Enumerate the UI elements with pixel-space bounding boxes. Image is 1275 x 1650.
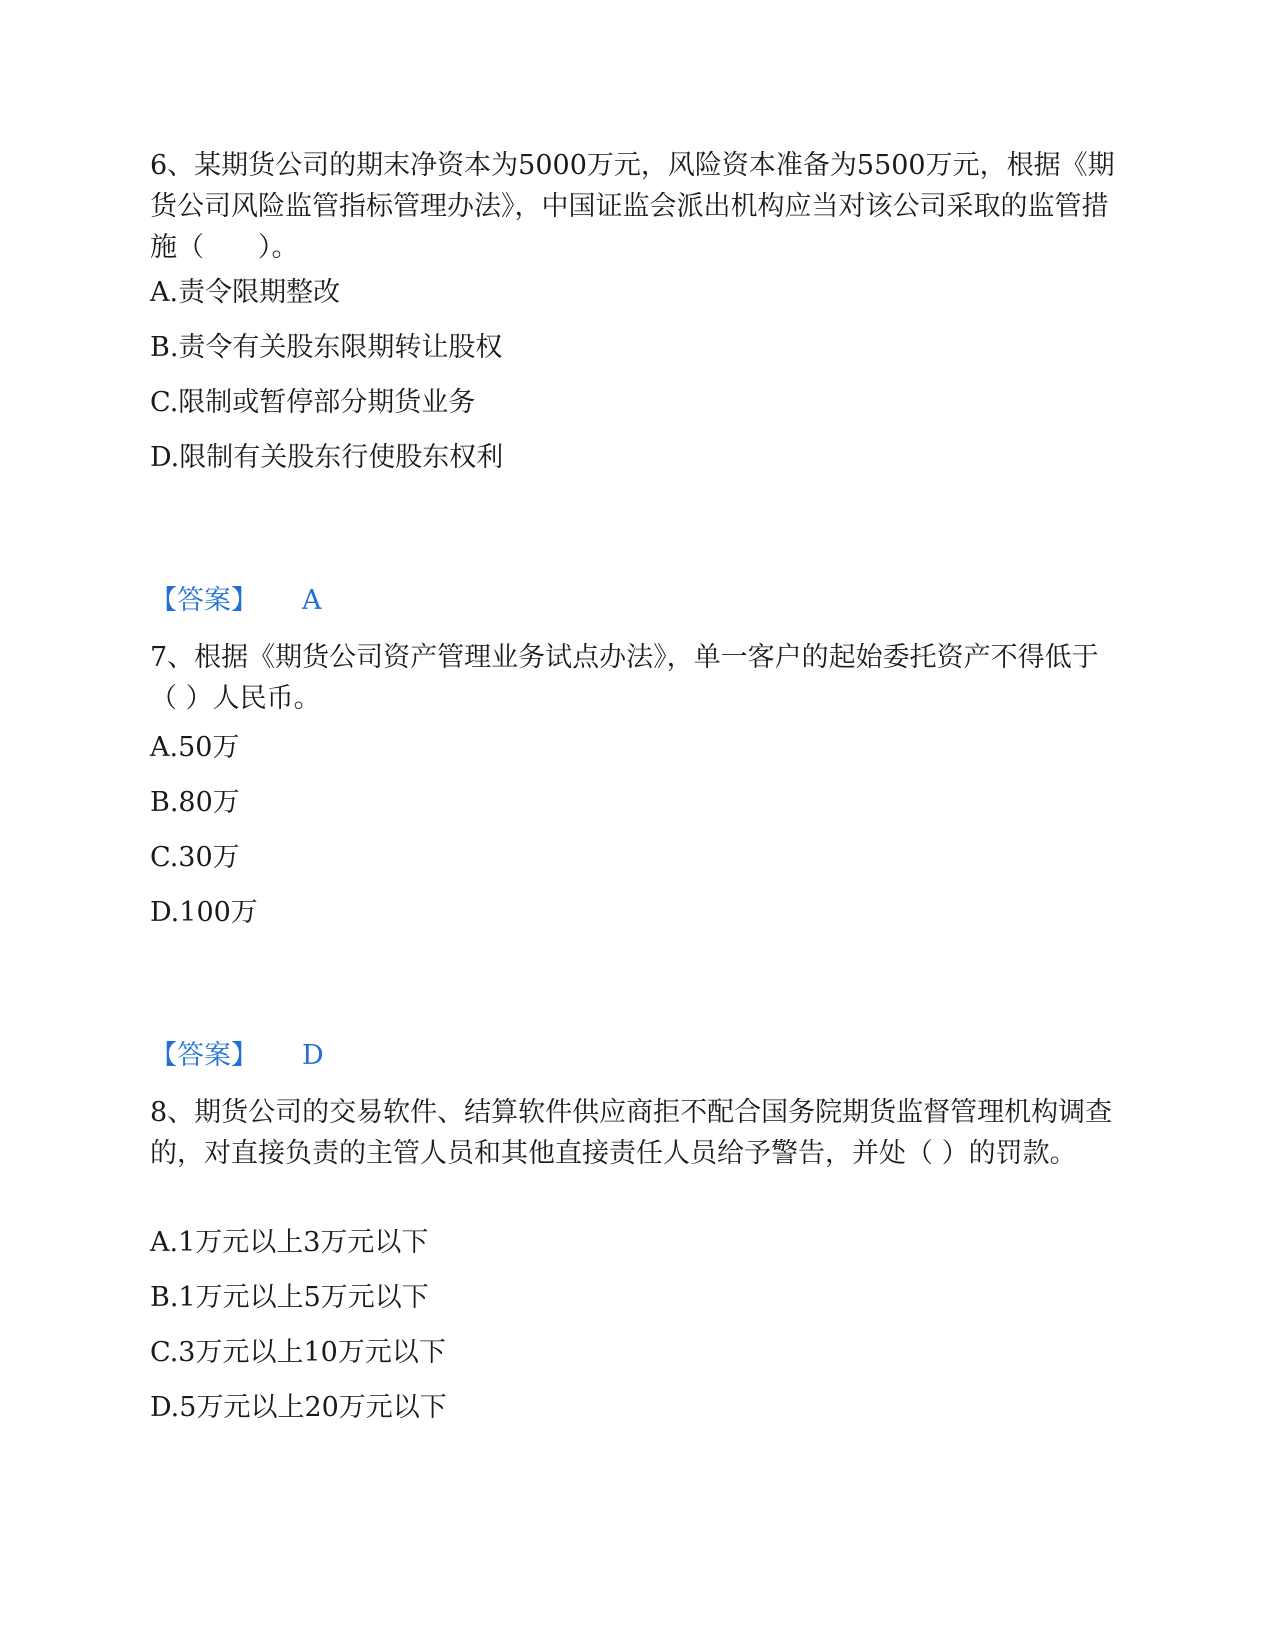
question-8-option-b: B.1万元以上5万元以下	[150, 1282, 429, 1313]
question-6-option-d: D.限制有关股东行使股东权利	[150, 442, 504, 473]
question-6-stem: 6、某期货公司的期末净资本为5000万元，风险资本准备为5500万元，根据《期货公司风险监管指标管理办法》，中国证监会派出机构应当对该公司采取的监管措施（ ）。	[150, 150, 1115, 263]
question-7-option-b: B.80万	[150, 787, 240, 818]
question-8-stem: 8、期货公司的交易软件、结算软件供应商拒不配合国务院期货监督管理机构调查的，对直接负责的主管人员和其他直接责任人员给予警告，并处（ ）的罚款。	[150, 1097, 1113, 1169]
question-7-option-d: D.100万	[150, 897, 258, 928]
question-8-option-d: D.5万元以上20万元以下	[150, 1392, 447, 1423]
question-7-option-a: A.50万	[150, 732, 240, 763]
answer-label: 【答案】	[150, 1040, 258, 1071]
answer-value: A	[302, 585, 322, 616]
question-8-option-a: A.1万元以上3万元以下	[150, 1227, 429, 1258]
answer-label: 【答案】	[150, 585, 258, 616]
question-6-option-b: B.责令有关股东限期转让股权	[150, 332, 503, 363]
question-7-answer	[150, 1038, 324, 1074]
question-6-option-c: C.限制或暂停部分期货业务	[150, 387, 476, 418]
question-8-option-c: C.3万元以上10万元以下	[150, 1337, 446, 1368]
question-6-answer	[150, 583, 322, 619]
question-7-stem: 7、根据《期货公司资产管理业务试点办法》，单一客户的起始委托资产不得低于（ ）人民币。	[150, 642, 1099, 714]
answer-value: D	[302, 1040, 324, 1071]
question-6-option-a: A.责令限期整改	[150, 277, 341, 308]
question-7-option-c: C.30万	[150, 842, 240, 873]
